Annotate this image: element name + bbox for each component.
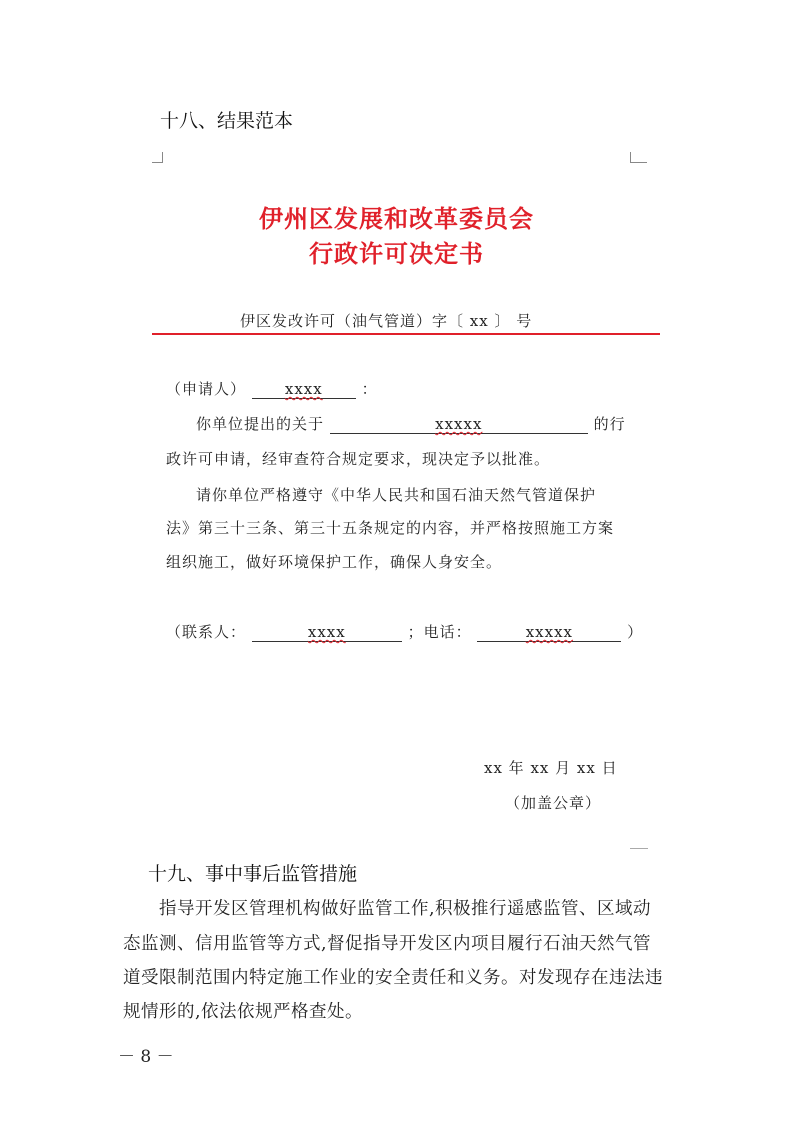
contact-suffix: ）: [627, 623, 644, 641]
doc-number: 伊区发改许可（油气管道）字〔 xx 〕 号: [240, 312, 533, 330]
section-18-heading: 十八、结果范本: [160, 110, 294, 132]
para2-line3: 组织施工，做好环境保护工作，确保人身安全。: [166, 553, 503, 571]
org-title: 伊州区发展和改革委员会: [259, 204, 534, 233]
para1-line2: 政许可申请，经审查符合规定要求，现决定予以批准。: [166, 450, 551, 468]
para1-value: xxxxx: [435, 415, 483, 433]
applicant-value: xxxx: [284, 380, 323, 398]
contact-prefix: （联系人：: [166, 623, 247, 641]
applicant-prefix: （申请人）: [166, 380, 247, 398]
contact-field: [252, 623, 402, 642]
frame-corner-bottom-right: [630, 848, 648, 849]
frame-corner-top-left: [152, 152, 163, 163]
section-19-heading: 十九、事中事后监管措施: [148, 863, 358, 885]
contact-value: xxxx: [307, 623, 346, 641]
para1-line1: [196, 413, 626, 434]
section-19-line4: 规情形的,依法依规严格查处。: [123, 1002, 364, 1022]
phone-label: ；电话：: [407, 623, 472, 641]
phone-field: [477, 623, 621, 642]
page-number: － 8 －: [118, 1047, 174, 1067]
section-19-line1: 指导开发区管理机构做好监管工作,积极推行遥感监管、区域动: [159, 899, 652, 919]
applicant-field: [252, 380, 356, 399]
doc-title: 行政许可决定书: [309, 239, 484, 268]
seal-note: （加盖公章）: [505, 794, 602, 812]
para1-suffix: 的行: [593, 415, 626, 433]
section-19-line2: 态监测、信用监管等方式,督促指导开发区内项目履行石油天然气管: [123, 934, 652, 954]
para1-field: [330, 415, 588, 434]
frame-corner-top-right: [630, 152, 647, 163]
para2-line2: 法》第三十三条、第三十五条规定的内容，并严格按照施工方案: [166, 519, 615, 537]
para2-line1: 请你单位严格遵守《中华人民共和国石油天然气管道保护: [196, 486, 597, 504]
issue-date: xx 年 xx 月 xx 日: [484, 759, 618, 777]
applicant-suffix: ：: [361, 380, 378, 398]
section-19-line3: 道受限制范围内特定施工作业的安全责任和义务。对发现存在违法违: [123, 968, 663, 988]
applicant-line: [166, 378, 378, 399]
red-separator-line: [152, 333, 660, 335]
contact-line: [166, 621, 643, 642]
phone-value: xxxxx: [525, 623, 574, 641]
para1-prefix: 你单位提出的关于: [196, 415, 325, 433]
